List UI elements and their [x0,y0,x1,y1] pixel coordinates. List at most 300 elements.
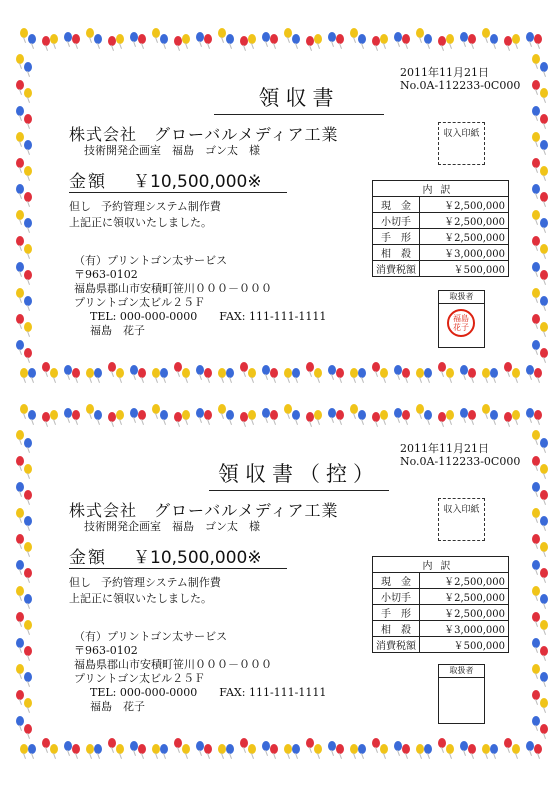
balloon-icon [512,410,520,420]
balloon-icon [460,741,468,751]
balloon-icon [372,412,380,422]
balloon-icon [504,412,512,422]
balloon-icon [138,744,146,754]
issuer-tel: TEL: 000-000-0000 [90,310,198,323]
balloon-icon [438,412,446,422]
table-row [373,573,509,589]
breakdown-label: 小切手 [373,213,420,229]
balloon-icon [50,744,58,754]
balloon-icon [532,560,540,570]
balloon-icon [532,236,540,246]
balloon-icon [50,410,58,420]
balloon-icon [504,738,512,748]
receipt-original [14,24,546,389]
balloon-icon [532,132,540,142]
balloon-icon [540,348,548,358]
balloon-icon [532,612,540,622]
breakdown-label: 手 形 [373,605,420,621]
breakdown-label: 現 金 [373,573,420,589]
recipient-department: 技術開発企画室 福島 ゴン太 様 [84,520,260,533]
amount-value: ￥10,500,000※ [133,172,262,192]
breakdown-header: 内訳 [373,181,509,197]
balloon-icon [20,368,28,378]
balloon-icon [72,34,80,44]
balloon-icon [540,646,548,656]
balloon-icon [108,412,116,422]
purpose-line [69,574,231,590]
balloon-icon [160,34,168,44]
balloon-icon [262,365,270,375]
balloon-icon [16,54,24,64]
revenue-stamp-label: 収入印紙 [443,505,480,515]
balloon-icon [64,365,72,375]
balloon-icon [24,620,32,630]
balloon-icon [24,218,32,228]
balloon-icon [482,744,490,754]
breakdown-value: ￥3,000,000 [420,245,509,261]
balloon-icon [292,368,300,378]
balloon-icon [116,368,124,378]
balloon-icon [540,516,548,526]
balloon-icon [292,410,300,420]
handler-label: 取扱者 [439,665,484,678]
balloon-icon [86,404,94,414]
balloon-icon [284,28,292,38]
balloon-icon [72,368,80,378]
balloon-icon [174,36,182,46]
balloon-icon [248,744,256,754]
balloon-icon [540,62,548,72]
balloon-icon [460,408,468,418]
table-row [373,197,509,213]
balloon-icon [204,368,212,378]
balloon-icon [24,464,32,474]
balloon-icon [350,404,358,414]
balloon-icon [402,744,410,754]
balloon-icon [16,158,24,168]
balloon-icon [16,210,24,220]
balloon-icon [534,410,542,420]
breakdown-value: ￥2,500,000 [420,605,509,621]
received-statement: 上記正に領収いたしました。 [69,592,212,605]
handler-label: 取扱者 [439,291,484,304]
balloon-icon [50,34,58,44]
balloon-icon [314,368,322,378]
balloon-icon [42,412,50,422]
balloon-icon [534,368,542,378]
balloon-icon [482,368,490,378]
balloon-icon [460,365,468,375]
balloon-icon [86,28,94,38]
balloon-icon [94,744,102,754]
balloon-icon [218,368,226,378]
receipt-title: 領収書（控） [209,458,389,491]
balloon-icon [380,744,388,754]
balloon-icon [416,744,424,754]
balloon-icon [196,365,204,375]
balloon-icon [540,140,548,150]
issuer-address1: 福島県郡山市安積町笹川０００－０００ [74,658,272,671]
balloon-icon [336,744,344,754]
balloon-icon [380,410,388,420]
balloon-icon [16,106,24,116]
balloon-icon [540,192,548,202]
receipt-date-block [400,66,520,92]
balloon-icon [540,620,548,630]
balloon-icon [540,724,548,734]
balloon-icon [532,508,540,518]
balloon-icon [446,410,454,420]
issuer-contact [74,310,348,324]
balloon-icon [490,368,498,378]
table-row [373,637,509,653]
balloon-icon [248,34,256,44]
breakdown-value: ￥2,500,000 [420,589,509,605]
balloon-icon [468,744,476,754]
balloon-icon [16,586,24,596]
balloon-icon [24,348,32,358]
breakdown-label: 相 殺 [373,621,420,637]
balloon-icon [270,744,278,754]
balloon-icon [328,408,336,418]
balloon-icon [504,36,512,46]
table-row [373,589,509,605]
balloon-icon [532,482,540,492]
balloon-icon [402,368,410,378]
receipt-date: 2011年11月21日 [400,442,489,455]
breakdown-value: ￥3,000,000 [420,621,509,637]
balloon-icon [532,340,540,350]
balloon-icon [532,716,540,726]
balloon-icon [28,34,36,44]
balloon-icon [532,430,540,440]
receipt-date: 2011年11月21日 [400,66,489,79]
balloon-icon [532,262,540,272]
balloon-icon [540,594,548,604]
balloon-icon [416,404,424,414]
issuer-address2: プリントゴン太ビル２５Ｆ [74,672,206,685]
breakdown-value: ￥500,000 [420,637,509,653]
balloon-icon [532,288,540,298]
balloon-icon [532,80,540,90]
balloon-icon [446,744,454,754]
balloon-icon [204,744,212,754]
receipt-date-block [400,442,520,468]
balloon-icon [24,594,32,604]
balloon-icon [196,741,204,751]
balloon-icon [540,270,548,280]
balloon-icon [336,34,344,44]
balloon-icon [394,32,402,42]
balloon-icon [218,404,226,414]
balloon-icon [20,404,28,414]
balloon-icon [16,288,24,298]
issuer-contact [74,686,348,700]
balloon-icon [490,410,498,420]
balloon-icon [116,744,124,754]
balloon-icon [72,410,80,420]
balloon-icon [394,365,402,375]
receipt-number: No.0A-112233-0C000 [400,79,521,92]
balloon-icon [174,738,182,748]
balloon-icon [534,34,542,44]
amount-line [69,167,287,193]
balloon-icon [16,184,24,194]
balloon-icon [24,568,32,578]
balloon-icon [226,368,234,378]
issuer-person: 福島 花子 [90,700,145,713]
balloon-icon [94,410,102,420]
balloon-icon [402,410,410,420]
balloon-icon [16,690,24,700]
balloon-icon [380,34,388,44]
balloon-icon [446,34,454,44]
balloon-icon [540,114,548,124]
balloon-icon [358,410,366,420]
balloon-icon [540,698,548,708]
balloon-icon [160,410,168,420]
balloon-icon [336,368,344,378]
balloon-icon [24,166,32,176]
table-row [373,245,509,261]
balloon-icon [284,368,292,378]
purpose-line [69,198,231,214]
balloon-icon [152,28,160,38]
balloon-icon [526,408,534,418]
balloon-icon [306,412,314,422]
balloon-icon [226,744,234,754]
breakdown-value: ￥2,500,000 [420,213,509,229]
balloon-icon [24,698,32,708]
balloon-icon [270,410,278,420]
balloon-icon [28,410,36,420]
balloon-icon [314,410,322,420]
balloon-icon [540,464,548,474]
balloon-icon [16,664,24,674]
issuer-postal: 〒963-0102 [74,644,138,657]
balloon-icon [50,368,58,378]
balloon-icon [336,410,344,420]
balloon-icon [20,28,28,38]
issuer-address2: プリントゴン太ビル２５Ｆ [74,296,206,309]
balloon-icon [226,34,234,44]
balloon-icon [540,166,548,176]
balloon-icon [24,724,32,734]
handler-box [438,664,485,724]
balloon-icon [540,438,548,448]
purpose-text: 予約管理システム制作費 [101,576,221,589]
balloon-icon [532,210,540,220]
balloon-icon [16,482,24,492]
balloon-icon [532,534,540,544]
breakdown-label: 相 殺 [373,245,420,261]
balloon-icon [16,612,24,622]
breakdown-value: ￥2,500,000 [420,573,509,589]
breakdown-label: 消費税額 [373,637,420,653]
balloon-icon [248,368,256,378]
breakdown-table [372,180,509,277]
issuer-company: （有）プリントゴン太サービス [74,254,228,267]
receipt-title: 領収書 [214,82,384,115]
breakdown-header: 内訳 [373,557,509,573]
amount-line [69,543,287,569]
amount-label: 金額 [69,172,107,192]
balloon-icon [540,218,548,228]
receipt-number: No.0A-112233-0C000 [400,455,521,468]
balloon-icon [174,412,182,422]
balloon-icon [424,410,432,420]
balloon-icon [86,368,94,378]
balloon-icon [204,410,212,420]
balloon-icon [394,741,402,751]
balloon-icon [138,368,146,378]
balloon-icon [490,744,498,754]
balloon-icon [512,744,520,754]
balloon-icon [532,158,540,168]
balloon-icon [24,490,32,500]
issuer-person: 福島 花子 [90,324,145,337]
balloon-icon [540,296,548,306]
balloon-icon [24,270,32,280]
balloon-icon [532,690,540,700]
balloon-icon [284,744,292,754]
balloon-icon [20,744,28,754]
breakdown-label: 消費税額 [373,261,420,277]
balloon-icon [24,542,32,552]
table-row [373,605,509,621]
balloon-icon [204,34,212,44]
balloon-icon [534,744,542,754]
balloon-icon [380,368,388,378]
balloon-icon [350,744,358,754]
balloon-icon [24,114,32,124]
balloon-icon [328,741,336,751]
balloon-icon [482,404,490,414]
balloon-icon [262,741,270,751]
balloon-icon [130,365,138,375]
balloon-icon [350,368,358,378]
balloon-icon [424,368,432,378]
balloon-icon [328,365,336,375]
balloon-icon [28,744,36,754]
issuer-fax: FAX: 111-111-1111 [219,686,327,699]
balloon-icon [532,456,540,466]
balloon-icon [402,34,410,44]
issuer-fax: FAX: 111-111-1111 [219,310,327,323]
balloon-icon [416,28,424,38]
balloon-icon [438,738,446,748]
balloon-icon [16,236,24,246]
balloon-icon [532,586,540,596]
breakdown-table [372,556,509,653]
balloon-icon [262,408,270,418]
revenue-stamp-box [438,122,485,165]
balloon-icon [16,560,24,570]
recipient-department: 技術開発企画室 福島 ゴン太 様 [84,144,260,157]
balloon-icon [438,36,446,46]
balloon-icon [372,362,380,372]
balloon-icon [526,741,534,751]
balloon-icon [72,744,80,754]
balloon-icon [116,34,124,44]
balloon-icon [24,516,32,526]
balloon-icon [182,410,190,420]
balloon-icon [16,80,24,90]
balloon-icon [64,408,72,418]
balloon-icon [240,738,248,748]
balloon-icon [152,744,160,754]
balloon-icon [94,368,102,378]
balloon-icon [226,410,234,420]
balloon-icon [16,716,24,726]
balloon-icon [196,32,204,42]
balloon-icon [182,744,190,754]
balloon-icon [218,28,226,38]
balloon-icon [16,340,24,350]
balloon-icon [424,34,432,44]
balloon-icon [94,34,102,44]
balloon-icon [306,738,314,748]
balloon-icon [24,62,32,72]
balloon-icon [24,646,32,656]
balloon-icon [446,368,454,378]
revenue-stamp-label: 収入印紙 [443,129,480,139]
balloon-icon [196,408,204,418]
balloon-icon [16,508,24,518]
balloon-icon [240,412,248,422]
balloon-icon [240,362,248,372]
balloon-icon [540,244,548,254]
balloon-icon [526,32,534,42]
balloon-icon [438,362,446,372]
balloon-icon [24,672,32,682]
balloon-icon [218,744,226,754]
balloon-icon [24,322,32,332]
balloon-icon [108,738,116,748]
balloon-icon [138,34,146,44]
purpose-text: 予約管理システム制作費 [101,200,221,213]
issuer-block [74,630,348,714]
amount-value: ￥10,500,000※ [133,548,262,568]
balloon-icon [130,741,138,751]
balloon-icon [86,744,94,754]
issuer-postal: 〒963-0102 [74,268,138,281]
balloon-icon [532,638,540,648]
balloon-icon [532,184,540,194]
balloon-icon [540,568,548,578]
balloon-icon [512,368,520,378]
balloon-icon [108,36,116,46]
breakdown-label: 現 金 [373,197,420,213]
breakdown-label: 小切手 [373,589,420,605]
recipient-company: 株式会社 グローバルメディア工業 [69,125,339,144]
balloon-icon [130,32,138,42]
revenue-stamp-box [438,498,485,541]
balloon-icon [540,542,548,552]
balloon-icon [270,34,278,44]
balloon-icon [24,140,32,150]
balloon-icon [416,368,424,378]
balloon-icon [24,244,32,254]
table-row [373,261,509,277]
balloon-icon [284,404,292,414]
balloon-icon [240,36,248,46]
receipt-copy [14,400,546,765]
balloon-icon [160,368,168,378]
balloon-icon [468,410,476,420]
balloon-icon [490,34,498,44]
balloon-icon [512,34,520,44]
